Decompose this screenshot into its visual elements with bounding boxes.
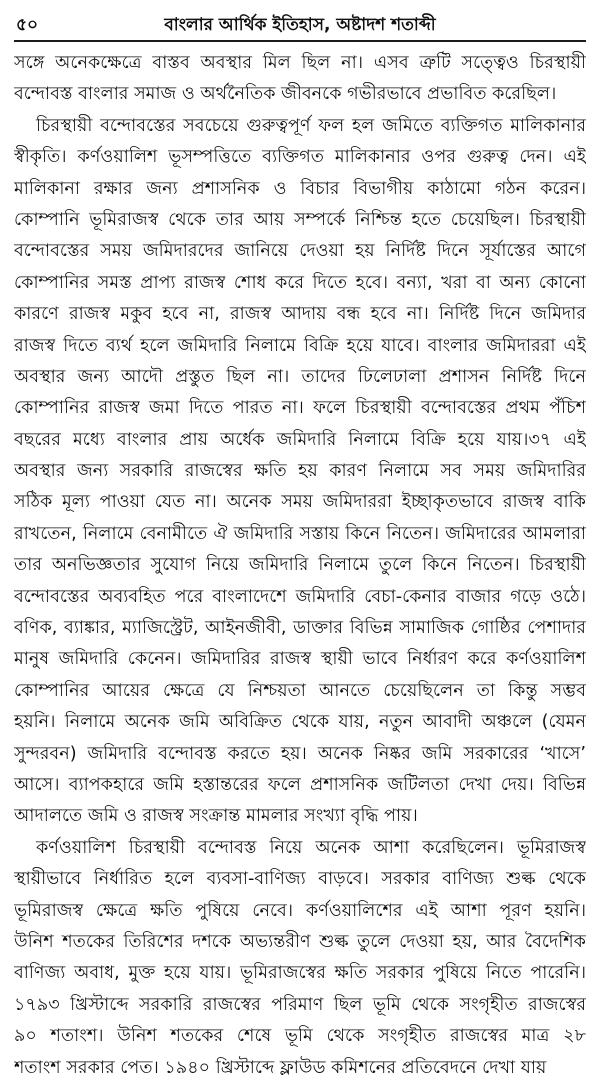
text-line: কোম্পানির আয়ের ক্ষেত্রে যে নিশ্চয়তা আনতে চেয়েছিলেন তা কিন্তু সম্ভব: [14, 680, 586, 701]
text-line: সঙ্গে অনেকক্ষেত্রে বাস্তব অবস্থার মিল ছিল না। এসব ত্রুটি সত্ত্বেও চিরস্থায়ী: [14, 53, 586, 73]
text-line: বণিক, ব্যাঙ্কার, ম্যাজিস্ট্রেট, আইনজীবী, ডাক্তার বিভিন্ন সামাজিক গোষ্ঠির পেশাদার: [14, 618, 586, 639]
text-line: বন্দোবস্তের অব্যবহিত পরে বাংলাদেশে জমিদারি বেচা-কেনার বাজার গড়ে ওঠে।: [14, 586, 586, 607]
text-line: বন্দোবস্তের সময় জমিদারদের জানিয়ে দেওয়া হয় নির্দিষ্ট দিনে সূর্যাস্তের আগে: [14, 241, 586, 262]
text-line: বাণিজ্য অবাধ, মুক্ত হয়ে যায়। ভূমিরাজস্বের ক্ষতি সরকার পুষিয়ে নিতে পারেনি।: [14, 963, 586, 984]
text-line: অবস্থার জন্য সরকারি রাজস্বের ক্ষতি হয় কারণ নিলামে সব সময় জমিদারির: [14, 461, 586, 482]
text-line: কর্ণওয়ালিশ চিরস্থায়ী বন্দোবস্ত নিয়ে অনেক আশা করেছিলেন। ভূমিরাজস্ব: [36, 837, 586, 858]
text-line: সুন্দরবন) জমিদারি বন্দোবস্ত করতে হয়। অনেক নিষ্কর জমি সরকারের ‘খাসে’: [14, 743, 586, 764]
text-line: কারণে রাজস্ব মকুব হবে না, রাজস্ব আদায় বন্ধ হবে না। নির্দিষ্ট দিনে জমিদার: [14, 304, 586, 325]
text-line: আদালতে জমি ও রাজস্ব সংক্রান্ত মামলার সংখ্যা বৃদ্ধি পায়।: [14, 806, 418, 827]
text-line: চিরস্থায়ী বন্দোবস্তের সবচেয়ে গুরুত্বপূর্ণ ফল হল জমিতে ব্যক্তিগত মালিকানার: [36, 115, 586, 136]
running-title: বাংলার আর্থিক ইতিহাস, অষ্টাদশ শতাব্দী: [164, 15, 436, 35]
text-line: বছরের মধ্যে বাংলার প্রায় অর্ধেক জমিদারি নিলামে বিক্রি হয়ে যায়।৩৭ এই: [14, 429, 586, 450]
text-line: কোম্পানির রাজস্ব জমা দিতে পারত না। ফলে চিরস্থায়ী বন্দোবস্তের প্রথম পঁচিশ: [14, 398, 586, 419]
text-line: রাজস্ব দিতে ব্যর্থ হলে জমিদারি নিলামে বিক্রি হয়ে যাবে। বাংলার জমিদাররা এই: [14, 335, 586, 356]
text-line: সঠিক মূল্য পাওয়া যেত না। অনেক সময় জমিদাররা ইচ্ছাকৃতভাবে রাজস্ব বাকি: [14, 492, 586, 513]
text-line: বন্দোবস্ত বাংলার সমাজ ও অর্থনৈতিক জীবনকে গভীরভাবে প্রভাবিত করেছিল।: [14, 84, 557, 105]
text-line: স্বীকৃতি। কর্ণওয়ালিশ ভূসম্পত্তিতে ব্যক্তিগত মালিকানার ওপর গুরুত্ব দেন। এই: [14, 147, 586, 168]
text-line: হয়নি। নিলামে অনেক জমি অবিক্রিত থেকে যায়, নতুন আবাদী অঞ্চলে (যেমন: [14, 712, 586, 733]
text-line: ৯০ শতাংশ। উনিশ শতকের শেষে ভূমি থেকে সংগৃহীত রাজস্বের মাত্র ২৮: [14, 1026, 586, 1047]
text-line: কোম্পানি ভূমিরাজস্ব থেকে তার আয় সম্পর্কে নিশ্চিন্ত হতে চেয়েছিল। চিরস্থায়ী: [14, 209, 586, 230]
text-line: কোম্পানির সমস্ত প্রাপ্য রাজস্ব শোধ করে দিতে হবে। বন্যা, খরা বা অন্য কোনো: [14, 272, 586, 293]
text-line: স্থায়ীভাবে নির্ধারিত হলে ব্যবসা-বাণিজ্য বাড়বে। সরকার বাণিজ্য শুল্ক থেকে: [14, 869, 586, 890]
paragraph: [14, 48, 586, 111]
text-line: ১৭৯৩ খ্রিস্টাব্দে সরকারি রাজস্বের পরিমাণ ছিল ভূমি থেকে সংগৃহীত রাজস্বের: [14, 994, 586, 1015]
text-line: তার অনভিজ্ঞতার সুযোগ নিয়ে জমিদারি নিলামে তুলে কিনে নিতেন। চিরস্থায়ী: [14, 555, 586, 576]
paragraph: [14, 833, 586, 1084]
text-line: মানুষ জমিদারি কেনেন। জমিদারির রাজস্ব স্থায়ী ভাবে নির্ধারণ করে কর্ণওয়ালিশ: [14, 649, 586, 670]
page-number: ৫০: [16, 15, 39, 35]
paragraph: [14, 111, 586, 833]
body-text: [14, 48, 586, 1084]
text-line: উনিশ শতকের তিরিশের দশকে অভ্যন্তরীণ শুল্ক তুলে দেওয়া হয়, আর বৈদেশিক: [14, 931, 586, 952]
page-header: [14, 10, 586, 42]
text-line: অবস্থার জন্য আদৌ প্রস্তুত ছিল না। তাদের ঢিলেঢালা প্রশাসন নির্দিষ্ট দিনে: [14, 366, 586, 387]
text-line: আসে। ব্যাপকহারে জমি হস্তান্তরের ফলে প্রশাসনিক জটিলতা দেখা দেয়। বিভিন্ন: [14, 774, 586, 795]
text-line: ভূমিরাজস্ব ক্ষেত্রে ক্ষতি পুষিয়ে নেবে। কর্ণওয়ালিশের এই আশা পূরণ হয়নি।: [14, 900, 586, 921]
text-line: মালিকানা রক্ষার জন্য প্রশাসনিক ও বিচার বিভাগীয় কাঠামো গঠন করেন।: [14, 178, 586, 199]
text-line: শতাংশ সরকার পেত। ১৯৪০ খ্রিস্টাব্দে ফ্লাউড কমিশনের প্রতিবেদনে দেখা যায়: [14, 1057, 547, 1078]
text-line: রাখতেন, নিলামে বেনামীতে ঐ জমিদারি সস্তায় কিনে নিতেন। জমিদারের আমলারা: [14, 523, 586, 544]
